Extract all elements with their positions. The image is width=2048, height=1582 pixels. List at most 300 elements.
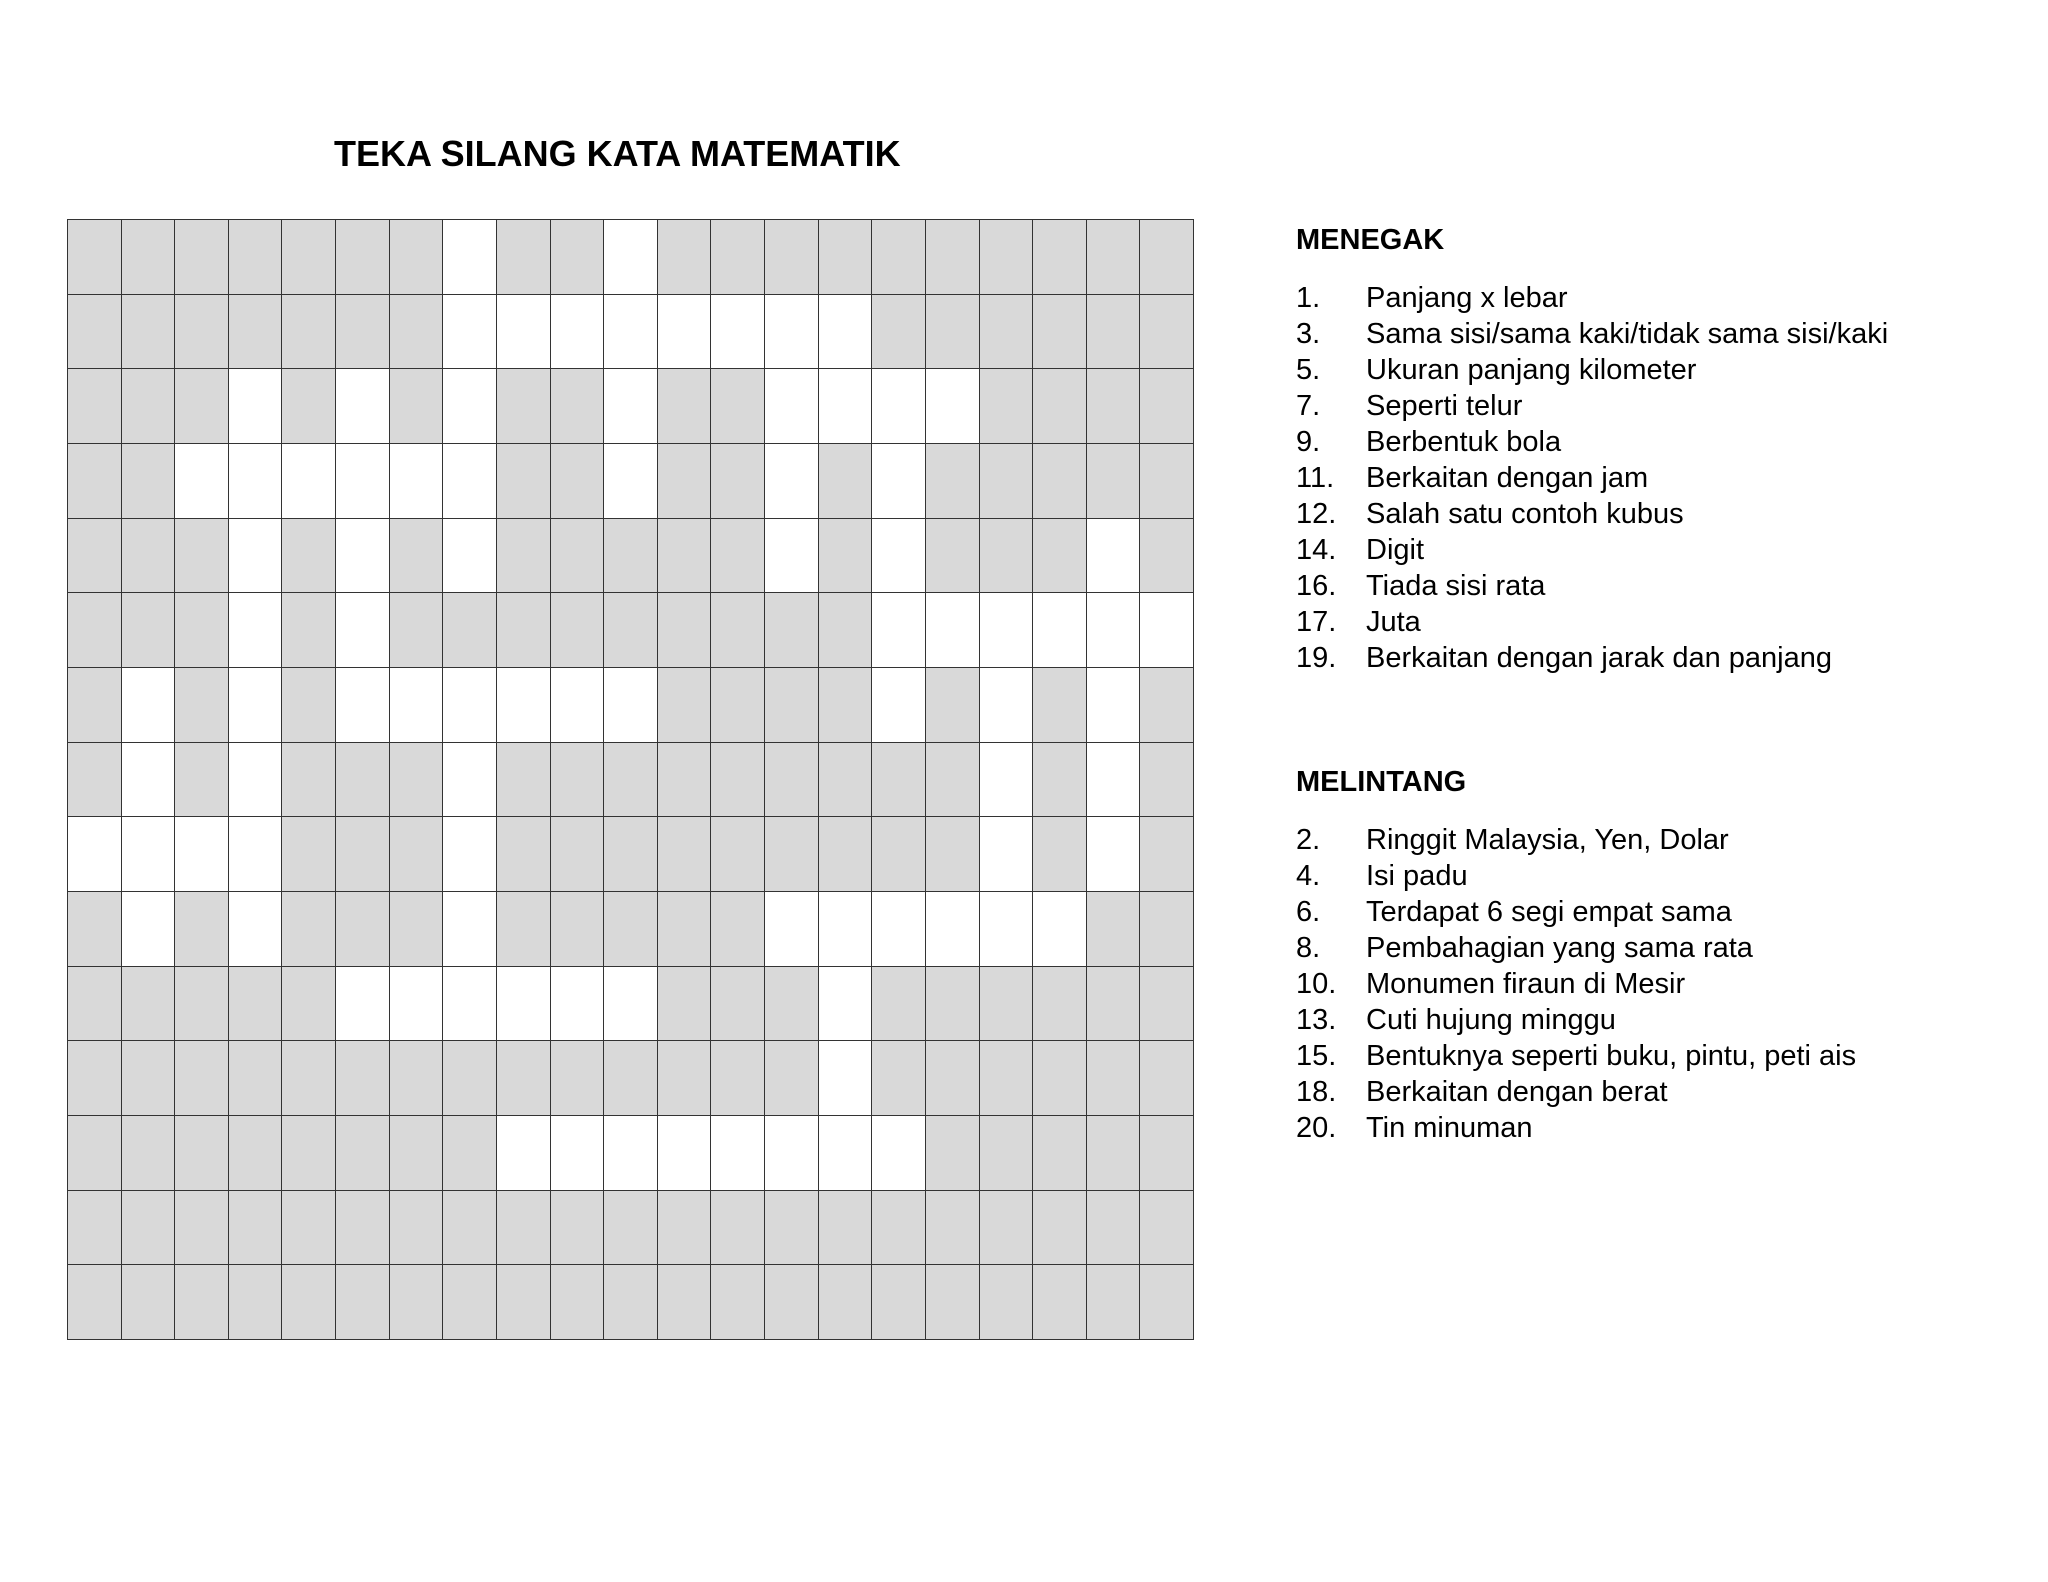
grid-cell-open[interactable] <box>604 369 658 444</box>
clue-number: 3. <box>1296 318 1321 350</box>
grid-cell-blocked <box>390 295 444 370</box>
grid-cell-blocked <box>1140 1191 1194 1266</box>
grid-cell-open[interactable] <box>765 892 819 967</box>
grid-cell-blocked <box>551 1191 605 1266</box>
grid-cell-blocked <box>1033 444 1087 519</box>
grid-cell-blocked <box>336 295 390 370</box>
grid-cell-open[interactable] <box>765 369 819 444</box>
grid-cell-blocked <box>390 817 444 892</box>
grid-cell-open[interactable] <box>604 444 658 519</box>
grid-cell-blocked <box>1033 369 1087 444</box>
clue-number: 16. <box>1296 570 1337 602</box>
grid-cell-open[interactable] <box>819 892 873 967</box>
grid-cell-open[interactable] <box>658 1116 712 1191</box>
grid-cell-blocked <box>175 967 229 1042</box>
clue-item <box>1296 1074 2016 1110</box>
grid-cell-blocked <box>175 519 229 594</box>
grid-cell-open[interactable] <box>497 668 551 743</box>
grid-cell-open[interactable] <box>122 668 176 743</box>
grid-cell-blocked <box>336 743 390 818</box>
grid-cell-blocked <box>122 519 176 594</box>
grid-cell-open[interactable] <box>872 668 926 743</box>
clue-item <box>1296 1110 2016 1146</box>
grid-cell-blocked <box>872 743 926 818</box>
grid-cell-blocked <box>926 1041 980 1116</box>
clue-number: 15. <box>1296 1040 1337 1072</box>
grid-cell-blocked <box>551 892 605 967</box>
grid-cell-blocked <box>819 593 873 668</box>
grid-cell-open[interactable] <box>980 593 1034 668</box>
grid-cell-blocked <box>926 519 980 594</box>
grid-cell-open[interactable] <box>1033 593 1087 668</box>
grid-cell-open[interactable] <box>980 743 1034 818</box>
clue-item <box>1296 822 2016 858</box>
grid-cell-blocked <box>926 1191 980 1266</box>
grid-cell-blocked <box>122 1116 176 1191</box>
grid-cell-open[interactable] <box>872 593 926 668</box>
grid-cell-open[interactable] <box>443 519 497 594</box>
grid-cell-blocked <box>282 1116 336 1191</box>
grid-cell-blocked <box>980 1191 1034 1266</box>
grid-cell-blocked <box>711 892 765 967</box>
grid-cell-blocked <box>122 593 176 668</box>
grid-cell-blocked <box>229 1041 283 1116</box>
across-clue-list <box>1296 822 2016 1146</box>
grid-cell-blocked <box>1087 220 1141 295</box>
grid-cell-blocked <box>872 1265 926 1340</box>
crossword-grid <box>67 219 1194 1340</box>
grid-cell-open[interactable] <box>765 444 819 519</box>
grid-cell-blocked <box>68 444 122 519</box>
grid-cell-blocked <box>282 1041 336 1116</box>
grid-cell-blocked <box>175 1191 229 1266</box>
grid-cell-blocked <box>926 817 980 892</box>
grid-cell-blocked <box>390 1265 444 1340</box>
grid-cell-blocked <box>980 1041 1034 1116</box>
grid-cell-open[interactable] <box>711 1116 765 1191</box>
grid-cell-blocked <box>1140 817 1194 892</box>
clue-item <box>1296 640 2016 676</box>
grid-cell-blocked <box>68 295 122 370</box>
grid-cell-open[interactable] <box>68 817 122 892</box>
grid-cell-blocked <box>872 220 926 295</box>
clue-item <box>1296 1038 2016 1074</box>
grid-cell-blocked <box>765 967 819 1042</box>
grid-cell-blocked <box>980 220 1034 295</box>
clue-number: 14. <box>1296 534 1337 566</box>
grid-cell-open[interactable] <box>229 369 283 444</box>
grid-cell-open[interactable] <box>604 220 658 295</box>
grid-cell-blocked <box>1140 519 1194 594</box>
grid-cell-open[interactable] <box>819 967 873 1042</box>
grid-cell-blocked <box>175 220 229 295</box>
grid-cell-open[interactable] <box>229 892 283 967</box>
grid-cell-open[interactable] <box>980 817 1034 892</box>
grid-cell-blocked <box>1087 369 1141 444</box>
grid-cell-open[interactable] <box>497 295 551 370</box>
grid-cell-open[interactable] <box>819 1116 873 1191</box>
grid-cell-blocked <box>551 220 605 295</box>
grid-cell-open[interactable] <box>872 519 926 594</box>
grid-cell-blocked <box>336 1265 390 1340</box>
grid-cell-blocked <box>1140 1116 1194 1191</box>
grid-cell-blocked <box>122 295 176 370</box>
grid-cell-blocked <box>282 295 336 370</box>
grid-cell-blocked <box>282 817 336 892</box>
grid-cell-blocked <box>282 220 336 295</box>
grid-cell-open[interactable] <box>122 892 176 967</box>
grid-cell-blocked <box>175 593 229 668</box>
clue-item <box>1296 930 2016 966</box>
grid-cell-blocked <box>551 1041 605 1116</box>
clue-number: 7. <box>1296 390 1321 422</box>
grid-cell-blocked <box>604 743 658 818</box>
grid-cell-open[interactable] <box>175 444 229 519</box>
grid-cell-open[interactable] <box>497 1116 551 1191</box>
clue-item <box>1296 894 2016 930</box>
clue-item <box>1296 460 2016 496</box>
grid-cell-blocked <box>390 743 444 818</box>
grid-cell-blocked <box>1140 444 1194 519</box>
grid-cell-open[interactable] <box>229 519 283 594</box>
clue-number: 13. <box>1296 1004 1337 1036</box>
grid-cell-blocked <box>282 967 336 1042</box>
grid-cell-blocked <box>711 220 765 295</box>
grid-cell-blocked <box>1033 220 1087 295</box>
grid-cell-blocked <box>122 1191 176 1266</box>
grid-cell-blocked <box>175 1041 229 1116</box>
grid-cell-blocked <box>122 220 176 295</box>
grid-cell-blocked <box>390 220 444 295</box>
grid-cell-open[interactable] <box>443 668 497 743</box>
grid-cell-blocked <box>229 967 283 1042</box>
clue-text: Ringgit Malaysia, Yen, Dolar <box>1366 824 1729 856</box>
grid-cell-open[interactable] <box>443 817 497 892</box>
clue-text: Digit <box>1366 534 1425 566</box>
grid-cell-blocked <box>1140 1265 1194 1340</box>
grid-cell-blocked <box>658 1041 712 1116</box>
grid-cell-blocked <box>1140 1041 1194 1116</box>
clue-item <box>1296 532 2016 568</box>
grid-cell-blocked <box>390 593 444 668</box>
grid-cell-blocked <box>551 519 605 594</box>
grid-cell-open[interactable] <box>282 444 336 519</box>
clue-item <box>1296 966 2016 1002</box>
grid-cell-open[interactable] <box>229 444 283 519</box>
grid-cell-open[interactable] <box>1087 743 1141 818</box>
grid-cell-blocked <box>497 593 551 668</box>
clue-number: 10. <box>1296 968 1337 1000</box>
grid-cell-open[interactable] <box>551 1116 605 1191</box>
grid-cell-blocked <box>711 444 765 519</box>
grid-cell-blocked <box>1140 369 1194 444</box>
grid-cell-open[interactable] <box>658 295 712 370</box>
grid-cell-blocked <box>68 369 122 444</box>
grid-cell-open[interactable] <box>604 967 658 1042</box>
grid-cell-open[interactable] <box>390 444 444 519</box>
grid-cell-blocked <box>497 444 551 519</box>
grid-cell-blocked <box>658 967 712 1042</box>
grid-cell-open[interactable] <box>390 668 444 743</box>
across-clues-section <box>1296 762 2016 1146</box>
grid-cell-open[interactable] <box>229 593 283 668</box>
grid-cell-blocked <box>68 519 122 594</box>
clue-text: Tin minuman <box>1366 1112 1533 1144</box>
grid-cell-open[interactable] <box>443 967 497 1042</box>
grid-cell-blocked <box>68 1041 122 1116</box>
grid-cell-open[interactable] <box>1087 593 1141 668</box>
grid-cell-blocked <box>390 1041 444 1116</box>
grid-cell-open[interactable] <box>765 519 819 594</box>
grid-cell-blocked <box>711 593 765 668</box>
grid-cell-blocked <box>282 892 336 967</box>
grid-cell-open[interactable] <box>122 743 176 818</box>
grid-cell-blocked <box>765 743 819 818</box>
grid-cell-blocked <box>604 1265 658 1340</box>
grid-cell-open[interactable] <box>390 967 444 1042</box>
grid-cell-blocked <box>229 1265 283 1340</box>
clue-text: Juta <box>1366 606 1421 638</box>
grid-cell-blocked <box>1033 1265 1087 1340</box>
grid-cell-blocked <box>282 743 336 818</box>
grid-cell-open[interactable] <box>551 967 605 1042</box>
clue-item <box>1296 388 2016 424</box>
clue-number: 19. <box>1296 642 1337 674</box>
grid-cell-open[interactable] <box>229 668 283 743</box>
grid-cell-blocked <box>282 593 336 668</box>
grid-cell-blocked <box>390 892 444 967</box>
grid-cell-open[interactable] <box>980 668 1034 743</box>
clue-number: 11. <box>1296 462 1335 494</box>
grid-cell-blocked <box>711 817 765 892</box>
grid-cell-blocked <box>1033 1041 1087 1116</box>
grid-cell-blocked <box>711 519 765 594</box>
grid-cell-blocked <box>1033 1116 1087 1191</box>
clue-number: 12. <box>1296 498 1337 530</box>
grid-cell-blocked <box>282 668 336 743</box>
grid-cell-blocked <box>175 892 229 967</box>
grid-cell-open[interactable] <box>443 892 497 967</box>
grid-cell-blocked <box>1140 892 1194 967</box>
grid-cell-blocked <box>1087 892 1141 967</box>
grid-cell-open[interactable] <box>604 1116 658 1191</box>
grid-cell-blocked <box>175 1265 229 1340</box>
clue-item <box>1296 604 2016 640</box>
grid-cell-open[interactable] <box>1087 668 1141 743</box>
grid-cell-blocked <box>872 295 926 370</box>
clue-text: Tiada sisi rata <box>1366 570 1546 602</box>
grid-cell-blocked <box>175 743 229 818</box>
grid-cell-blocked <box>443 1041 497 1116</box>
grid-cell-blocked <box>282 369 336 444</box>
grid-cell-blocked <box>926 1265 980 1340</box>
grid-cell-blocked <box>1087 444 1141 519</box>
grid-cell-open[interactable] <box>336 444 390 519</box>
grid-cell-open[interactable] <box>872 1116 926 1191</box>
clue-number: 20. <box>1296 1112 1337 1144</box>
grid-cell-blocked <box>336 1116 390 1191</box>
grid-cell-open[interactable] <box>765 1116 819 1191</box>
grid-cell-blocked <box>980 444 1034 519</box>
grid-cell-blocked <box>175 369 229 444</box>
grid-cell-blocked <box>497 220 551 295</box>
grid-cell-open[interactable] <box>819 295 873 370</box>
grid-cell-blocked <box>122 1041 176 1116</box>
grid-cell-blocked <box>819 1265 873 1340</box>
grid-cell-open[interactable] <box>497 967 551 1042</box>
grid-cell-open[interactable] <box>872 444 926 519</box>
grid-cell-blocked <box>122 1265 176 1340</box>
grid-cell-open[interactable] <box>926 892 980 967</box>
grid-cell-blocked <box>658 519 712 594</box>
grid-cell-blocked <box>229 295 283 370</box>
grid-cell-blocked <box>926 967 980 1042</box>
grid-cell-blocked <box>819 1191 873 1266</box>
grid-cell-open[interactable] <box>551 295 605 370</box>
grid-cell-open[interactable] <box>711 295 765 370</box>
grid-cell-open[interactable] <box>336 519 390 594</box>
grid-cell-blocked <box>711 1265 765 1340</box>
grid-cell-open[interactable] <box>122 817 176 892</box>
grid-cell-open[interactable] <box>551 668 605 743</box>
clue-text: Terdapat 6 segi empat sama <box>1366 896 1732 928</box>
grid-cell-blocked <box>658 593 712 668</box>
grid-cell-blocked <box>1087 1041 1141 1116</box>
grid-cell-blocked <box>872 1191 926 1266</box>
clue-text: Monumen firaun di Mesir <box>1366 968 1686 1000</box>
grid-cell-blocked <box>980 1116 1034 1191</box>
grid-cell-blocked <box>1033 295 1087 370</box>
grid-cell-blocked <box>497 519 551 594</box>
grid-cell-blocked <box>551 1265 605 1340</box>
clue-text: Isi padu <box>1366 860 1468 892</box>
grid-cell-blocked <box>68 1116 122 1191</box>
grid-cell-open[interactable] <box>926 593 980 668</box>
grid-cell-open[interactable] <box>443 444 497 519</box>
clue-text: Berkaitan dengan berat <box>1366 1076 1668 1108</box>
grid-cell-blocked <box>1033 967 1087 1042</box>
grid-cell-blocked <box>1140 743 1194 818</box>
grid-cell-blocked <box>68 220 122 295</box>
grid-cell-blocked <box>926 220 980 295</box>
grid-cell-open[interactable] <box>604 668 658 743</box>
grid-cell-blocked <box>1087 295 1141 370</box>
clue-text: Berbentuk bola <box>1366 426 1562 458</box>
grid-cell-blocked <box>819 743 873 818</box>
grid-cell-blocked <box>980 1265 1034 1340</box>
grid-cell-blocked <box>336 1041 390 1116</box>
grid-cell-blocked <box>68 1265 122 1340</box>
grid-cell-blocked <box>658 1265 712 1340</box>
grid-cell-blocked <box>122 369 176 444</box>
grid-cell-blocked <box>1033 743 1087 818</box>
grid-cell-open[interactable] <box>872 369 926 444</box>
grid-cell-blocked <box>1140 220 1194 295</box>
grid-cell-blocked <box>926 743 980 818</box>
grid-cell-blocked <box>765 1265 819 1340</box>
grid-cell-open[interactable] <box>443 220 497 295</box>
grid-cell-blocked <box>658 1191 712 1266</box>
clue-number: 6. <box>1296 896 1321 928</box>
grid-cell-open[interactable] <box>229 817 283 892</box>
grid-cell-blocked <box>551 369 605 444</box>
grid-cell-blocked <box>604 519 658 594</box>
grid-cell-blocked <box>1087 1265 1141 1340</box>
clue-text: Seperti telur <box>1366 390 1523 422</box>
grid-cell-blocked <box>551 743 605 818</box>
down-heading: MENEGAK <box>1296 224 1445 256</box>
grid-cell-blocked <box>68 892 122 967</box>
grid-cell-open[interactable] <box>229 743 283 818</box>
grid-cell-open[interactable] <box>1033 892 1087 967</box>
grid-cell-blocked <box>175 668 229 743</box>
clue-item <box>1296 316 2016 352</box>
grid-cell-open[interactable] <box>819 369 873 444</box>
down-clue-list <box>1296 280 2016 676</box>
grid-cell-blocked <box>658 369 712 444</box>
grid-cell-open[interactable] <box>443 295 497 370</box>
grid-cell-open[interactable] <box>980 892 1034 967</box>
grid-cell-blocked <box>497 892 551 967</box>
grid-cell-open[interactable] <box>819 1041 873 1116</box>
grid-cell-blocked <box>282 519 336 594</box>
grid-cell-open[interactable] <box>1087 817 1141 892</box>
page-title: TEKA SILANG KATA MATEMATIK <box>334 133 901 174</box>
clue-number: 9. <box>1296 426 1321 458</box>
clue-text: Cuti hujung minggu <box>1366 1004 1616 1036</box>
grid-cell-blocked <box>980 369 1034 444</box>
grid-cell-open[interactable] <box>1087 519 1141 594</box>
grid-cell-blocked <box>604 892 658 967</box>
grid-cell-open[interactable] <box>336 369 390 444</box>
grid-cell-open[interactable] <box>443 369 497 444</box>
grid-cell-blocked <box>175 1116 229 1191</box>
grid-cell-blocked <box>658 743 712 818</box>
grid-cell-blocked <box>497 817 551 892</box>
grid-cell-blocked <box>604 1191 658 1266</box>
grid-cell-blocked <box>765 593 819 668</box>
grid-cell-blocked <box>765 817 819 892</box>
grid-cell-blocked <box>711 967 765 1042</box>
grid-cell-blocked <box>551 817 605 892</box>
grid-cell-blocked <box>390 369 444 444</box>
grid-cell-open[interactable] <box>926 369 980 444</box>
grid-cell-open[interactable] <box>336 593 390 668</box>
grid-cell-open[interactable] <box>872 892 926 967</box>
grid-cell-blocked <box>336 892 390 967</box>
grid-cell-open[interactable] <box>443 743 497 818</box>
grid-cell-open[interactable] <box>765 295 819 370</box>
grid-cell-blocked <box>1033 1191 1087 1266</box>
grid-cell-blocked <box>443 593 497 668</box>
grid-cell-open[interactable] <box>1140 593 1194 668</box>
grid-cell-open[interactable] <box>604 295 658 370</box>
grid-cell-blocked <box>604 1041 658 1116</box>
grid-cell-blocked <box>926 1116 980 1191</box>
grid-cell-blocked <box>1033 817 1087 892</box>
grid-cell-blocked <box>68 967 122 1042</box>
grid-cell-open[interactable] <box>175 817 229 892</box>
grid-cell-blocked <box>765 668 819 743</box>
grid-cell-blocked <box>604 817 658 892</box>
grid-cell-blocked <box>497 743 551 818</box>
grid-cell-open[interactable] <box>336 668 390 743</box>
grid-cell-blocked <box>282 1191 336 1266</box>
grid-cell-blocked <box>229 1191 283 1266</box>
clue-number: 5. <box>1296 354 1321 386</box>
grid-cell-blocked <box>122 967 176 1042</box>
grid-cell-open[interactable] <box>336 967 390 1042</box>
